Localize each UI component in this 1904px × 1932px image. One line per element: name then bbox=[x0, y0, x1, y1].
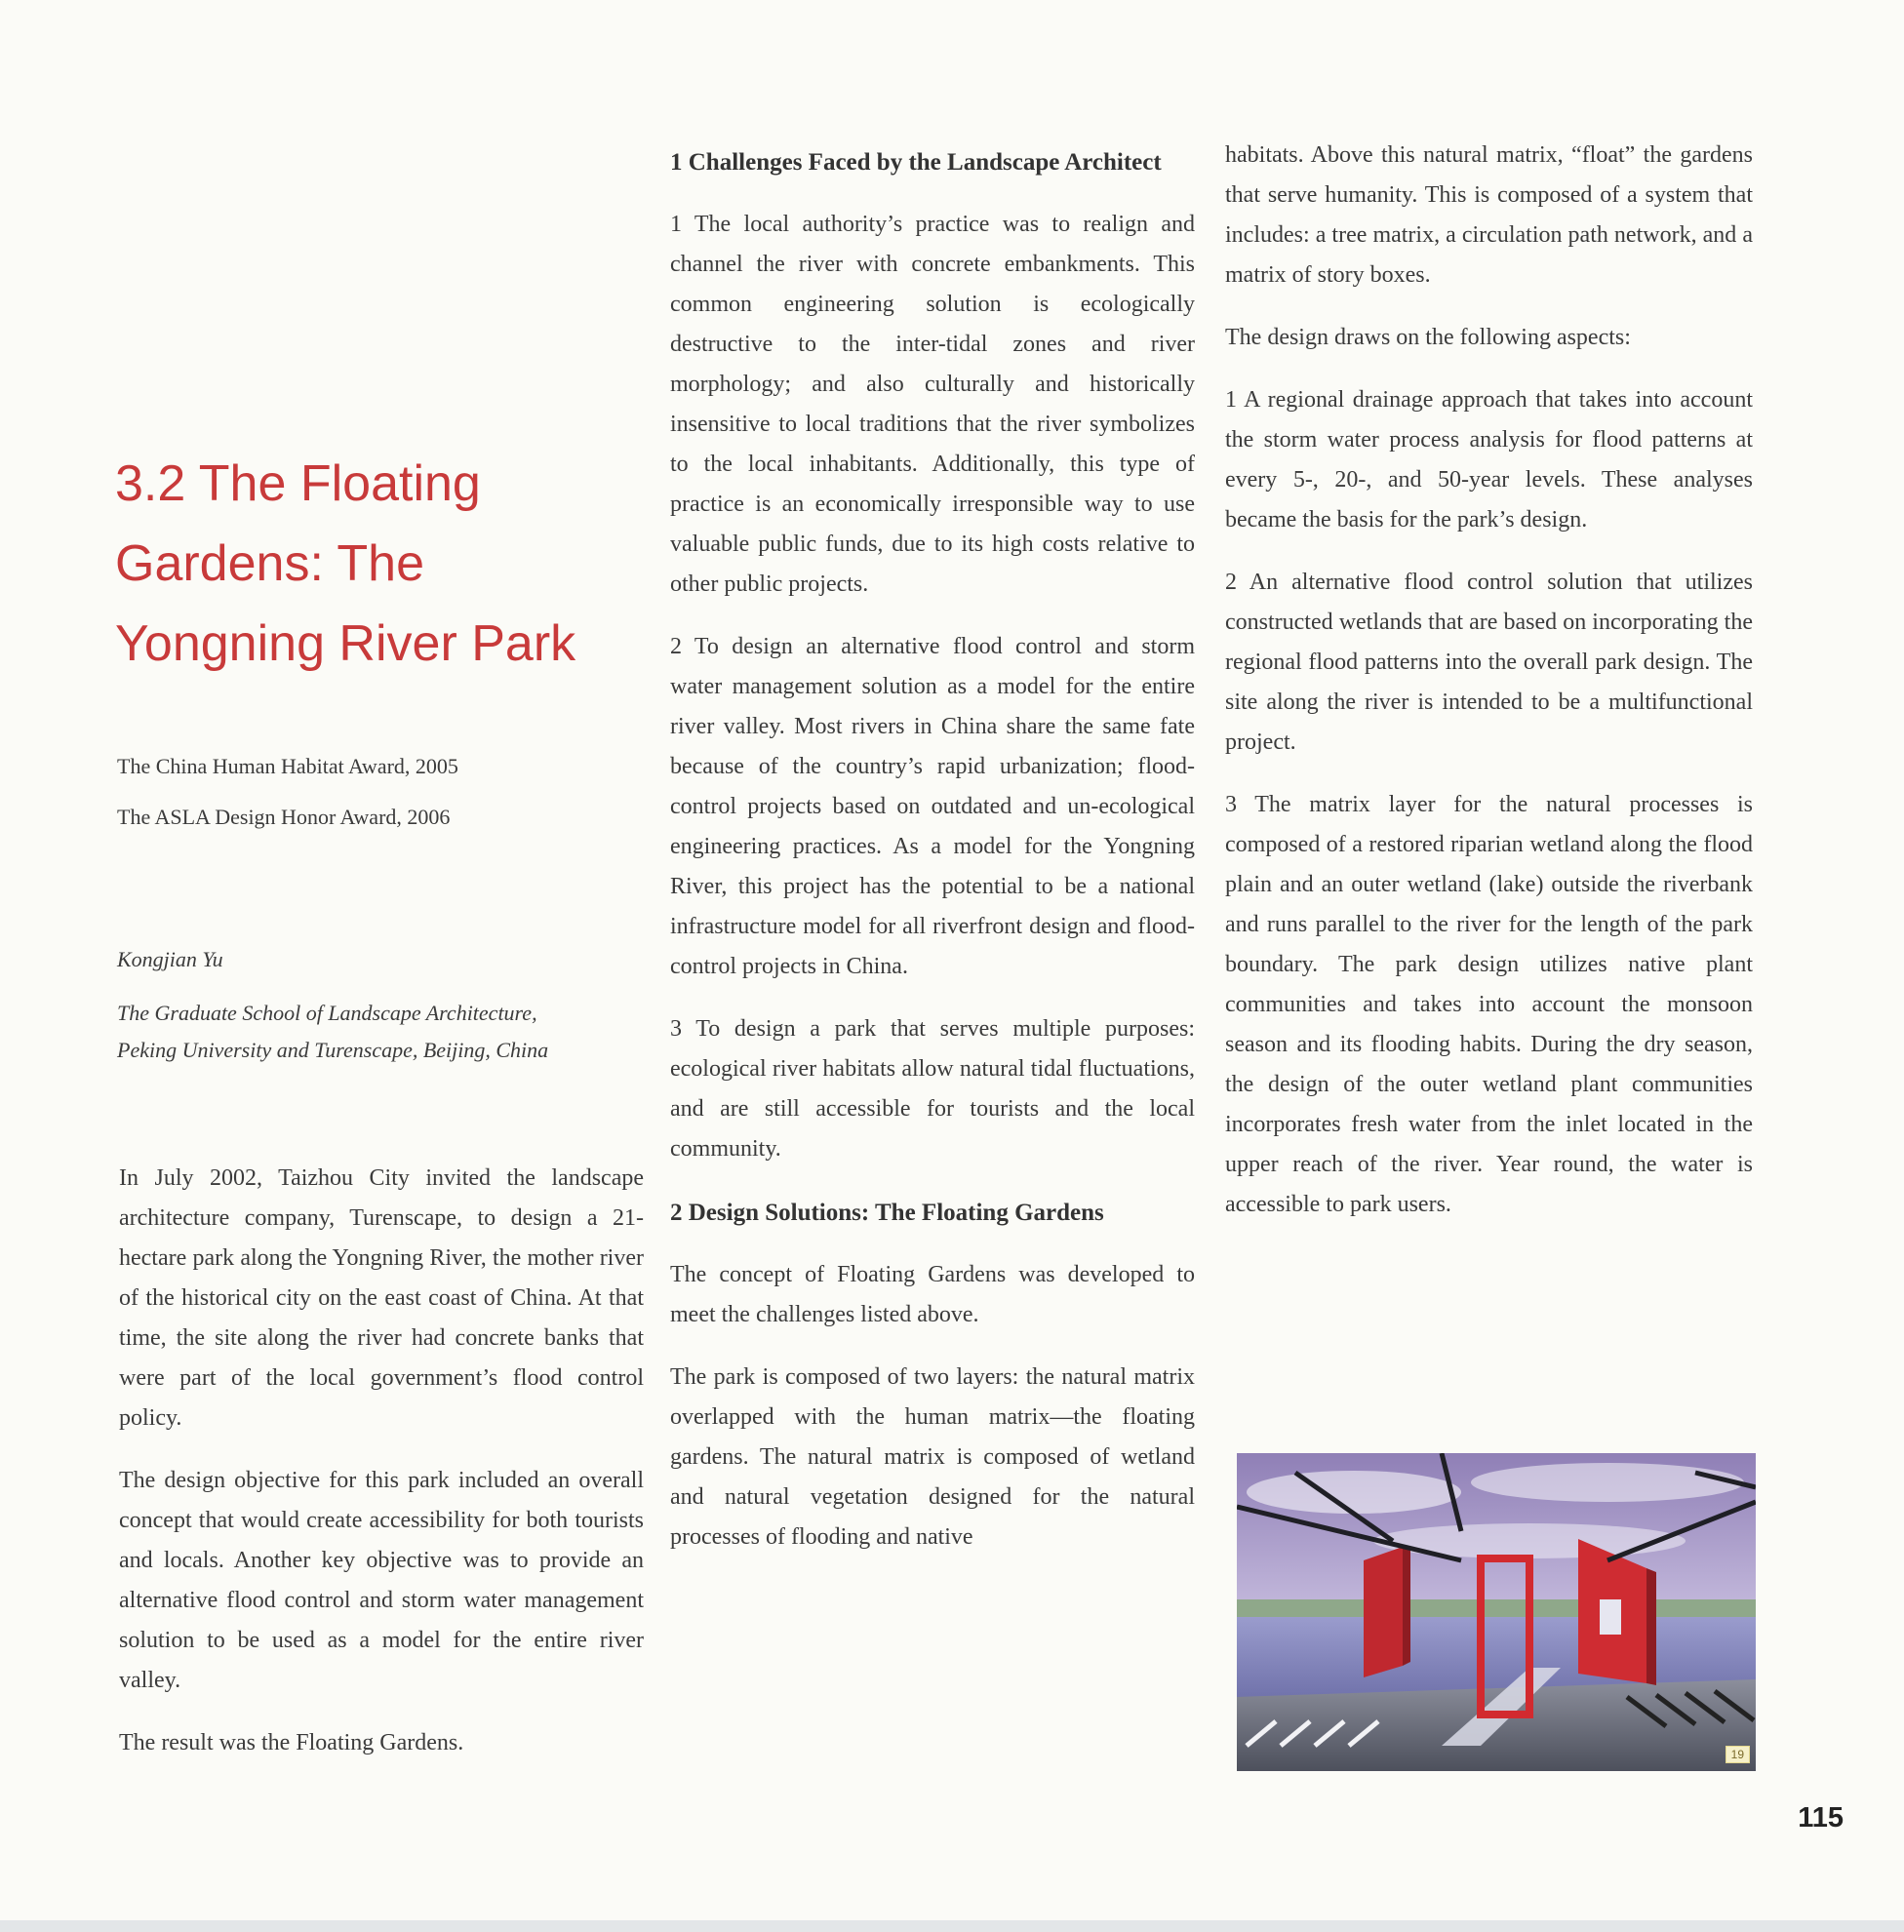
affiliation-line: Peking University and Turenscape, Beijing, China bbox=[117, 1038, 549, 1062]
body-paragraph: 3 The matrix layer for the natural processes is composed of a restored riparian wetland along the flood plain and an outer wetland (lake) outside the riverbank and runs parallel to the river for the length of the park boundary. The park design utilizes native plant communities and takes into account the monsoon season and its flooding habits. During the dry season, the design of the outer wetland plant communities incorporates fresh water from the inlet located in the upper reach of the river. Year round, the water is accessible to park users. bbox=[1225, 792, 1753, 1217]
body-paragraph: 1 The local authority’s practice was to realign and channel the river with concrete embankments. This common engineering solution is ecologically destructive to the inter-tidal zones and river morphology; and also culturally and historically insensitive to local traditions that the river symbolizes to the local inhabitants. Additionally, this type of practice is an economically irresponsible way to use valuable public funds, due to its high costs relative to other public projects. bbox=[670, 212, 1195, 597]
affiliation-line: The Graduate School of Landscape Architecture, bbox=[117, 1001, 537, 1025]
intro-paragraph: The result was the Floating Gardens. bbox=[119, 1730, 464, 1755]
body-paragraph: habitats. Above this natural matrix, “float” the gardens that serve humanity. This is composed of a system that includes: a tree matrix, a circulation path network, and a matrix of story boxes. bbox=[1225, 142, 1753, 288]
body-paragraph: 2 An alternative flood control solution that utilizes constructed wetlands that are based on incorporating the regional flood patterns into the overall park design. The site along the river is intended to be a multifunctional project. bbox=[1225, 570, 1753, 755]
awards-list bbox=[117, 753, 644, 854]
body-paragraph: The concept of Floating Gardens was developed to meet the challenges listed above. bbox=[670, 1262, 1195, 1327]
page-number: 115 bbox=[1798, 1802, 1844, 1833]
park-rendering-image bbox=[1237, 1453, 1756, 1771]
right-column bbox=[1225, 136, 1753, 1247]
middle-column bbox=[670, 141, 1195, 1580]
intro-column bbox=[119, 1159, 644, 1786]
body-paragraph: 2 To design an alternative flood control and storm water management solution as a model for the entire river valley. Most rivers in China share the same fate because of the country’s rapid urbanization; flood-control projects based on outdated and un-ecological engineering practices. As a model for the Yongning River, this project has the potential to be a national infrastructure model for all riverfront design and flood-control projects in China. bbox=[670, 634, 1195, 979]
body-paragraph: The design draws on the following aspects: bbox=[1225, 325, 1631, 350]
author-affiliation bbox=[117, 995, 644, 1069]
intro-paragraph: The design objective for this park included an overall concept that would create accessibility for both tourists and locals. Another key objective was to provide an alternative flood control and storm water management solution to be used as a model for the entire river valley. bbox=[119, 1468, 644, 1693]
award-line: The ASLA Design Honor Award, 2006 bbox=[117, 805, 451, 829]
author-block bbox=[117, 946, 644, 1069]
page-title: 3.2 The Floating Gardens: The Yongning River Park bbox=[115, 455, 576, 672]
section-heading-challenges: 1 Challenges Faced by the Landscape Architect bbox=[670, 149, 1162, 176]
scan-edge bbox=[0, 1920, 1904, 1932]
award-line: The China Human Habitat Award, 2005 bbox=[117, 754, 458, 778]
body-paragraph: 1 A regional drainage approach that takes into account the storm water process analysis for flood patterns at every 5-, 20-, and 50-year levels. These analyses became the basis for the park’s design. bbox=[1225, 387, 1753, 532]
author-name: Kongjian Yu bbox=[117, 947, 223, 971]
figure-number: 19 bbox=[1726, 1746, 1750, 1763]
body-paragraph: 3 To design a park that serves multiple purposes: ecological river habitats allow natural tidal fluctuations, and are still accessible for tourists and the local community. bbox=[670, 1016, 1195, 1162]
section-heading-design-solutions: 2 Design Solutions: The Floating Gardens bbox=[670, 1200, 1104, 1226]
body-paragraph: The park is composed of two layers: the natural matrix overlapped with the human matrix—the floating gardens. The natural matrix is composed of wetland and natural vegetation designed for the natural processes of flooding and native bbox=[670, 1364, 1195, 1550]
intro-paragraph: In July 2002, Taizhou City invited the landscape architecture company, Turenscape, to design a 21-hectare park along the Yongning River, the mother river of the historical city on the east coast of China. At that time, the site along the river had concrete banks that were part of the local government’s flood control policy. bbox=[119, 1165, 644, 1431]
rendering-illustration bbox=[1237, 1453, 1756, 1771]
